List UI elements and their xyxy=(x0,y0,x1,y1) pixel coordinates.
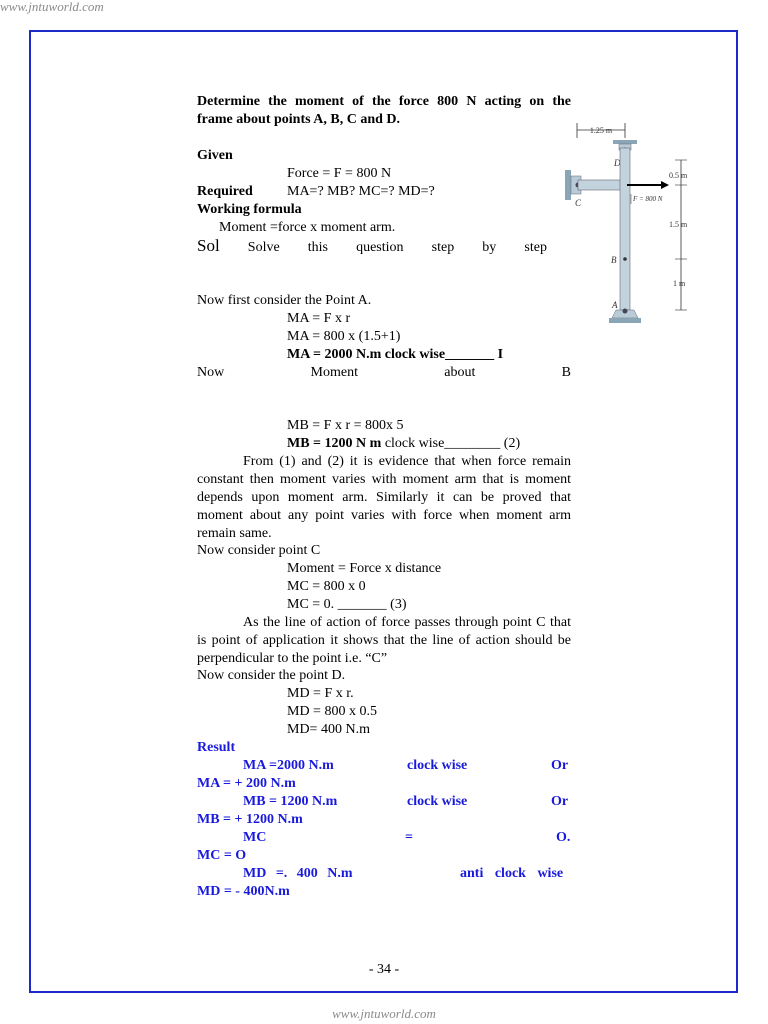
sol-word: step xyxy=(431,240,455,255)
result-row-2-direction: clock wise xyxy=(407,794,468,809)
formula-text: Moment =force x moment arm. xyxy=(219,220,396,235)
result-row-1-direction: clock wise xyxy=(407,758,468,773)
now-word: B xyxy=(561,365,571,380)
page-number: - 34 - xyxy=(368,962,400,977)
point-c-eq1: Moment = Force x distance xyxy=(287,561,442,576)
sol-word: step xyxy=(524,240,547,255)
point-d-eq2: MD = 800 x 0.5 xyxy=(287,704,377,719)
result-heading: Result xyxy=(197,740,236,755)
left-wall xyxy=(565,170,571,200)
given-force: Force = F = 800 N xyxy=(287,166,392,181)
point-a-eq2: MA = 800 x (1.5+1) xyxy=(287,329,401,344)
point-c-paragraph: As the line of action of force passes through point C that is point of application it shows that the line of action should be perpendicular to the point i.e. “C” xyxy=(197,615,571,666)
label-b: B xyxy=(611,255,617,265)
sol-word: Solve xyxy=(247,240,280,255)
result-row-4-value: MD =. 400 N.m xyxy=(243,866,353,881)
force-arrow-head xyxy=(661,181,669,189)
point-c-intro: Now consider point C xyxy=(197,543,321,558)
result-row-3-value-end: O. xyxy=(556,830,571,845)
label-d: D xyxy=(614,158,621,168)
dim-label-1: 1 m xyxy=(673,279,686,288)
result-row-4-direction: anti clock wise xyxy=(460,866,564,881)
now-word: Moment xyxy=(310,365,358,380)
sol-word: this xyxy=(307,240,328,255)
result-row-4-second: MD = - 400N.m xyxy=(197,884,290,899)
label-a: A xyxy=(612,300,618,310)
point-a-eq1: MA = F x r xyxy=(287,311,351,326)
result-row-1-value: MA =2000 N.m xyxy=(243,758,334,773)
dim-label-top: 1.25 m xyxy=(589,126,613,135)
point-d-intro: Now consider the point D. xyxy=(197,668,346,683)
point-b-eq2 xyxy=(287,435,520,452)
force-label: F = 800 N xyxy=(633,195,663,203)
point-c-eq2: MC = 800 x 0 xyxy=(287,579,366,594)
sol-word: Sol xyxy=(197,236,220,255)
vertical-column xyxy=(620,148,630,310)
frame-diagram xyxy=(565,118,700,333)
point-b-marker xyxy=(623,257,627,261)
result-row-1-or: Or xyxy=(551,758,569,773)
formula-heading: Working formula xyxy=(197,202,302,217)
sol-word: by xyxy=(482,240,497,255)
problem-line-1: Determine the moment of the force 800 N acting on the xyxy=(197,94,571,109)
result-row-3-second: MC = O xyxy=(197,848,247,863)
header-watermark-url: www.jntuworld.com xyxy=(0,0,104,14)
point-a-intro: Now first consider the Point A. xyxy=(197,293,372,308)
result-row-3-value: MC xyxy=(243,830,267,845)
point-b-eq1: MB = F x r = 800x 5 xyxy=(287,418,404,433)
pin-a xyxy=(623,309,628,314)
ground-plate xyxy=(609,318,641,323)
sol-word: question xyxy=(356,240,404,255)
now-word: Now xyxy=(197,365,225,380)
now-moment-line xyxy=(197,364,571,381)
now-word: about xyxy=(444,365,476,380)
sol-line xyxy=(197,237,547,256)
result-row-2-second: MB = + 1200 N.m xyxy=(197,812,303,827)
point-b-eq2-bold: MB = 1200 N m xyxy=(287,436,382,451)
top-support-plate xyxy=(613,140,637,144)
problem-line-2: frame about points A, B, C and D. xyxy=(197,112,401,127)
footer-watermark-url: www.jntuworld.com xyxy=(332,1006,436,1021)
result-row-2-value: MB = 1200 N.m xyxy=(243,794,338,809)
result-row-3-equals: = xyxy=(405,830,413,845)
point-b-paragraph: From (1) and (2) it is evidence that when force remain constant then moment varies with moment arm that is moment depends upon moment arm. Similarly it can be proved that moment about any point varies with force when moment arm remain same. xyxy=(197,454,571,541)
result-row-2-or: Or xyxy=(551,794,569,809)
point-b-eq2-rest: clock wise________ (2) xyxy=(381,436,521,451)
problem-statement xyxy=(197,93,571,129)
dim-label-05: 0.5 m xyxy=(669,171,688,180)
point-d-eq1: MD = F x r. xyxy=(287,686,354,701)
point-d-eq3: MD= 400 N.m xyxy=(287,722,370,737)
result-row-1-second: MA = + 200 N.m xyxy=(197,776,296,791)
point-c-eq3: MC = 0. _______ (3) xyxy=(287,597,407,612)
required-text: MA=? MB? MC=? MD=? xyxy=(287,184,435,199)
given-heading: Given xyxy=(197,148,233,163)
dim-label-15: 1.5 m xyxy=(669,220,688,229)
label-c: C xyxy=(575,198,582,208)
point-a-eq3: MA = 2000 N.m clock wise_______ I xyxy=(287,347,504,362)
required-label: Required xyxy=(197,184,253,199)
